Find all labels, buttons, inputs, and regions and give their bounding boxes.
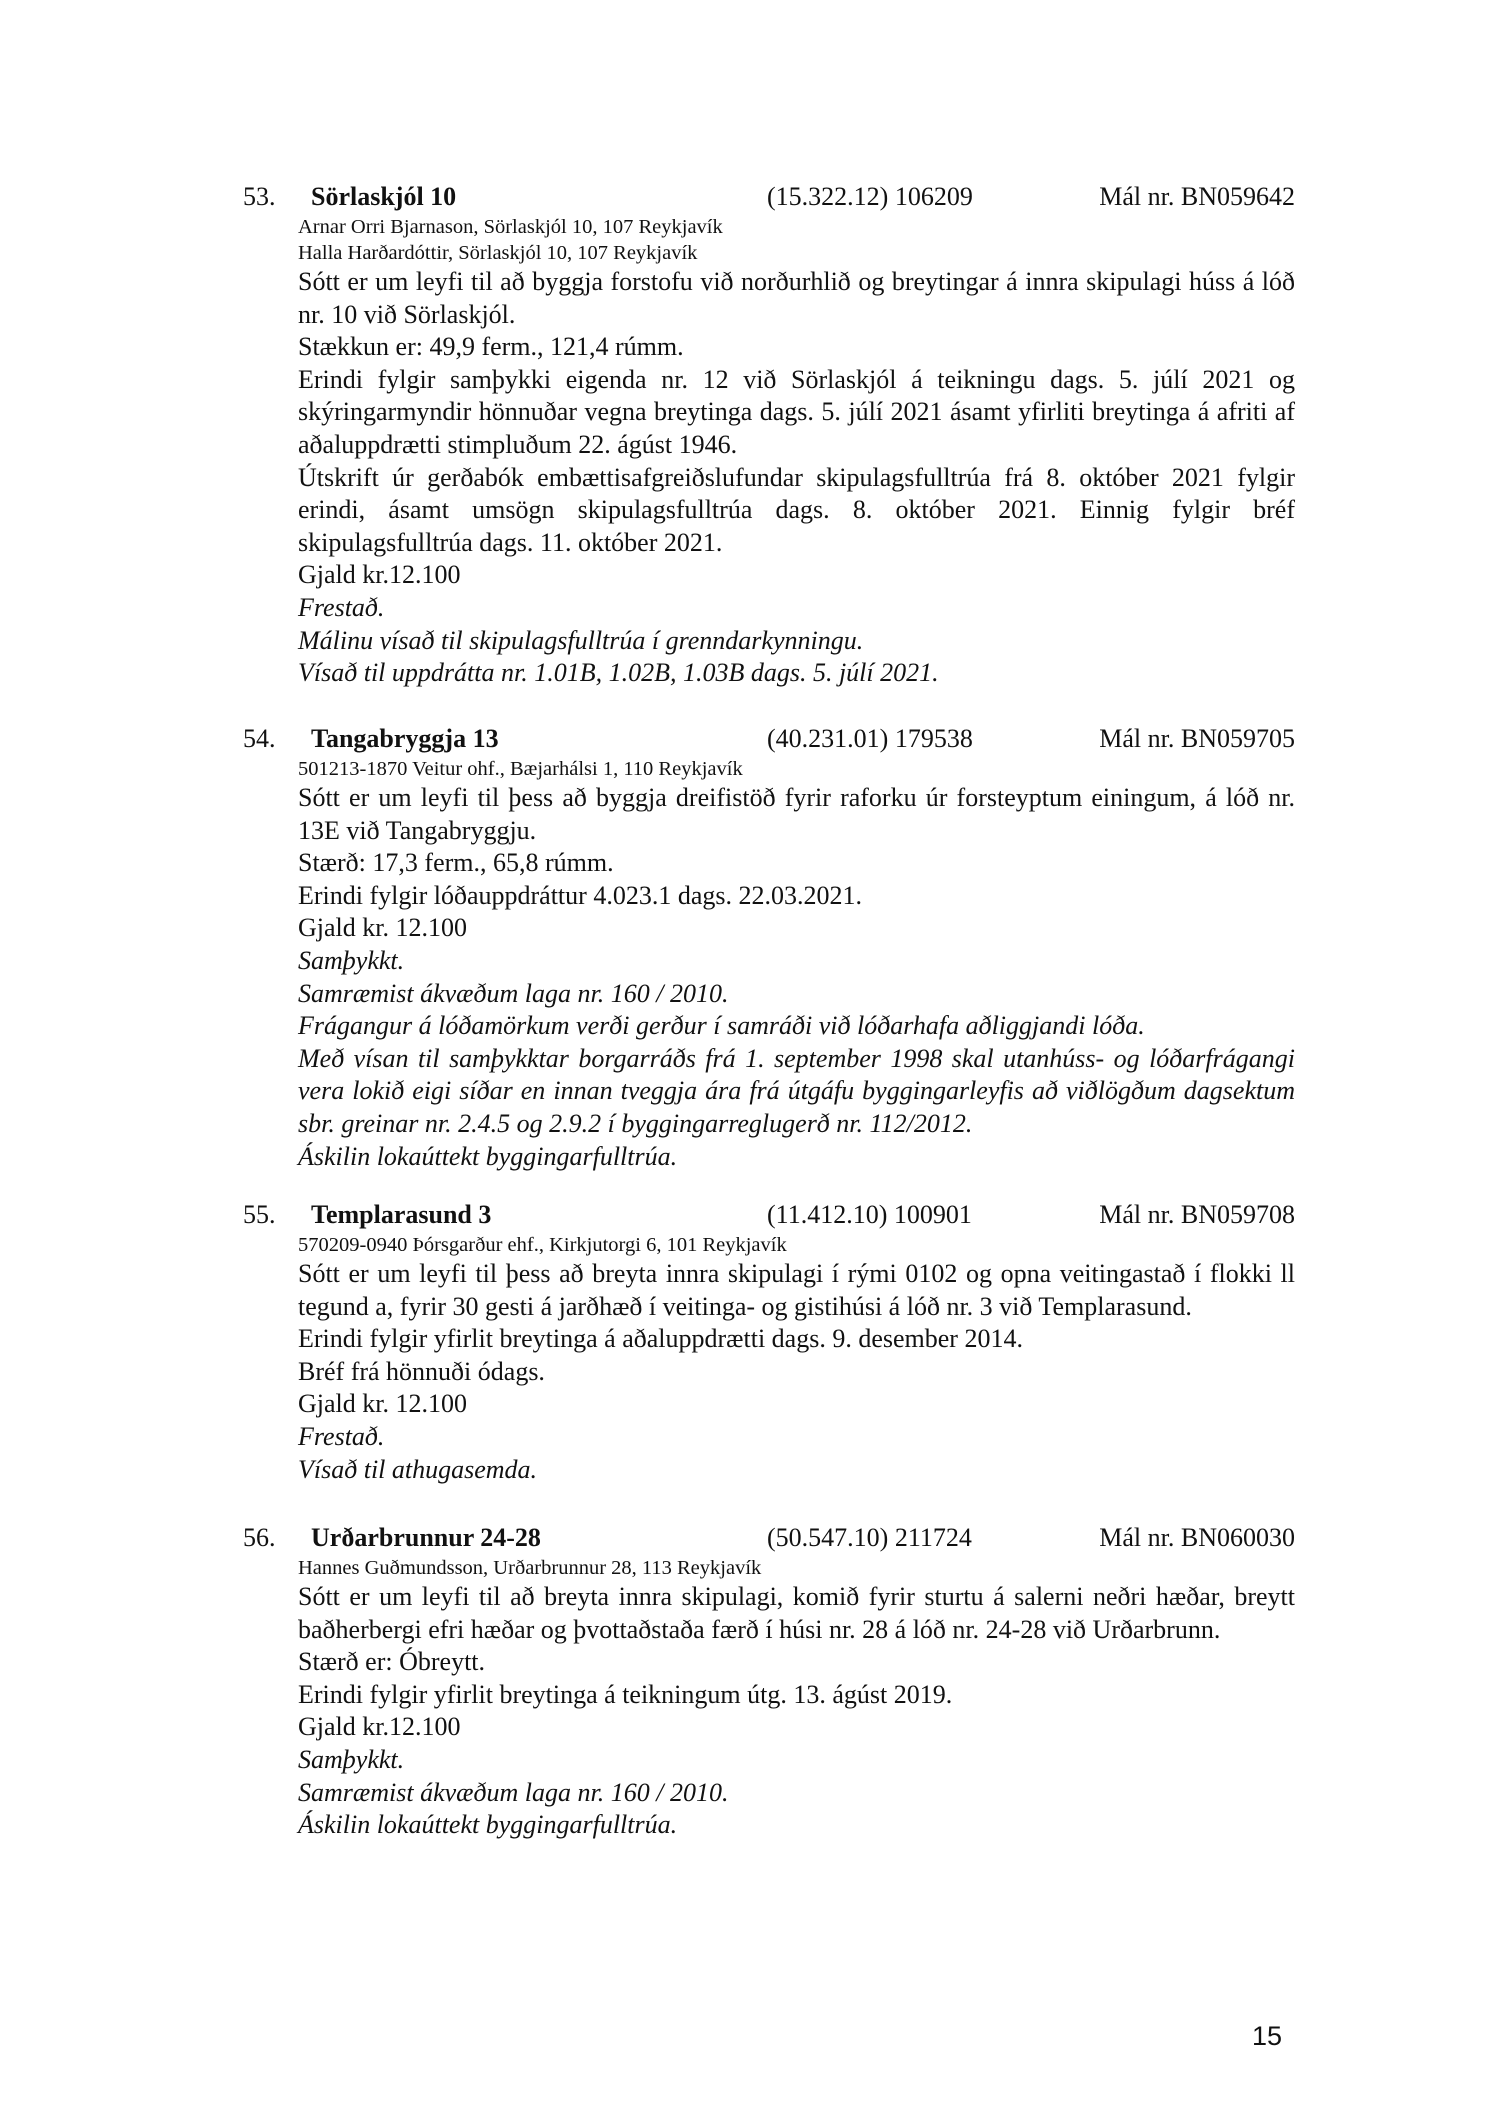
entry-body <box>298 1555 1295 1842</box>
entry-paragraph: Erindi fylgir lóðauppdráttur 4.023.1 dags. 22.03.2021. <box>298 880 862 910</box>
entry-header <box>243 1521 1295 1555</box>
entry-decision-note: Með vísan til samþykktar borgarráðs frá 1. september 1998 skal utanhúss- og lóðarfrágangi vera lokið eigi síðar en innan tveggja ára frá útgáfu byggingarleyfis að viðlögðum dagsektum sbr. greinar nr. 2.4.5 og 2.9.2 í byggingarreglugerð nr. 112/2012. <box>298 1043 1295 1138</box>
applicant: Halla Harðardóttir, Sörlaskjól 10, 107 Reykjavík <box>298 242 698 264</box>
entry-paragraph: Stærð: 17,3 ferm., 65,8 rúmm. <box>298 848 614 878</box>
entry-address: Tangabryggja 13 <box>311 724 499 753</box>
entry-land-reference: (40.231.01) 179538 <box>767 724 973 753</box>
entry-body <box>298 1232 1295 1486</box>
applicant: 570209-0940 Þórsgarður ehf., Kirkjutorgi 6, 101 Reykjavík <box>298 1234 787 1256</box>
entry-land-reference: (11.412.10) 100901 <box>767 1200 972 1229</box>
entry-header <box>243 180 1295 214</box>
applicant: Hannes Guðmundsson, Urðarbrunnur 28, 113 Reykjavík <box>298 1557 762 1579</box>
entry-decision-note: Samræmist ákvæðum laga nr. 160 / 2010. <box>298 1777 729 1807</box>
entry-paragraph: Sótt er um leyfi til þess að breyta innra skipulagi í rými 0102 og opna veitingastað í flokki ll tegund a, fyrir 30 gesti á jarðhæð í veitinga- og gistihúsi á lóð nr. 3 við Templarasund. <box>298 1259 1295 1321</box>
case-entry <box>243 180 1295 690</box>
entry-address: Sörlaskjól 10 <box>311 182 457 211</box>
entry-paragraph: Stærð er: Óbreytt. <box>298 1647 486 1677</box>
entry-case-number: Mál nr. BN059705 <box>1099 724 1295 753</box>
entry-paragraph: Erindi fylgir yfirlit breytinga á teikningum útg. 13. ágúst 2019. <box>298 1679 953 1709</box>
entry-land-reference: (50.547.10) 211724 <box>767 1523 972 1552</box>
entry-decision-note: Vísað til athugasemda. <box>298 1454 538 1484</box>
entry-number: 54. <box>243 724 276 753</box>
entry-paragraph: Útskrift úr gerðabók embættisafgreiðslufundar skipulagsfulltrúa frá 8. október 2021 fylgir erindi, ásamt umsögn skipulagsfulltrúa dags. 8. október 2021. Einnig fylgir bréf skipulagsfulltrúa dags. 11. október 2021. <box>298 462 1295 557</box>
case-entry <box>243 722 1295 1173</box>
entry-paragraph: Erindi fylgir samþykki eigenda nr. 12 við Sörlaskjól á teikningu dags. 5. júlí 2021 og skýringarmyndir hönnuðar vegna breytinga dags. 5. júlí 2021 ásamt yfirliti breytinga á afriti af aðaluppdrætti stimpluðum 22. ágúst 1946. <box>298 364 1295 459</box>
applicant: 501213-1870 Veitur ohf., Bæjarhálsi 1, 110 Reykjavík <box>298 758 743 780</box>
entry-body <box>298 214 1295 690</box>
entry-decision-note: Frágangur á lóðamörkum verði gerður í samráði við lóðarhafa aðliggjandi lóða. <box>298 1011 1145 1041</box>
entry-fee: Gjald kr. 12.100 <box>298 1389 467 1419</box>
case-entry <box>243 1521 1295 1842</box>
page-number: 15 <box>1252 2021 1283 2051</box>
entry-decision-note: Samræmist ákvæðum laga nr. 160 / 2010. <box>298 978 729 1008</box>
entry-land-reference: (15.322.12) 106209 <box>767 182 973 211</box>
entry-header <box>243 1198 1295 1232</box>
entry-paragraph: Sótt er um leyfi til að byggja forstofu við norðurhlið og breytingar á innra skipulagi húss á lóð nr. 10 við Sörlaskjól. <box>298 267 1295 329</box>
entry-paragraph: Sótt er um leyfi til að breyta innra skipulagi, komið fyrir sturtu á salerni neðri hæðar, breytt baðherbergi efri hæðar og þvottaðstaða færð í húsi nr. 28 á lóð nr. 24-28 við Urðarbrunn. <box>298 1582 1295 1644</box>
entry-decision-note: Vísað til uppdrátta nr. 1.01B, 1.02B, 1.03B dags. 5. júlí 2021. <box>298 658 939 688</box>
entry-decision: Frestað. <box>298 1421 385 1451</box>
entry-decision: Frestað. <box>298 592 385 622</box>
entry-paragraph: Erindi fylgir yfirlit breytinga á aðaluppdrætti dags. 9. desember 2014. <box>298 1324 1023 1354</box>
entry-address: Templarasund 3 <box>311 1200 492 1229</box>
entry-paragraph: Bréf frá hönnuði ódags. <box>298 1356 545 1386</box>
entry-number: 56. <box>243 1523 276 1552</box>
entry-paragraph: Stækkun er: 49,9 ferm., 121,4 rúmm. <box>298 332 684 362</box>
entry-fee: Gjald kr.12.100 <box>298 560 461 590</box>
entry-number: 53. <box>243 182 276 211</box>
applicant: Arnar Orri Bjarnason, Sörlaskjól 10, 107 Reykjavík <box>298 216 723 238</box>
entry-body <box>298 756 1295 1173</box>
entry-case-number: Mál nr. BN059708 <box>1099 1200 1295 1229</box>
case-entry <box>243 1198 1295 1486</box>
entry-header <box>243 722 1295 756</box>
entry-number: 55. <box>243 1200 276 1229</box>
entry-decision-note: Áskilin lokaúttekt byggingarfulltrúa. <box>298 1810 678 1840</box>
entry-decision: Samþykkt. <box>298 945 405 975</box>
entry-fee: Gjald kr.12.100 <box>298 1712 461 1742</box>
entry-decision: Samþykkt. <box>298 1744 405 1774</box>
entry-decision-note: Málinu vísað til skipulagsfulltrúa í grenndarkynningu. <box>298 625 864 655</box>
entry-decision-note: Áskilin lokaúttekt byggingarfulltrúa. <box>298 1141 678 1171</box>
entry-address: Urðarbrunnur 24-28 <box>311 1523 541 1552</box>
entry-paragraph: Sótt er um leyfi til þess að byggja dreifistöð fyrir raforku úr forsteyptum einingum, á lóð nr. 13E við Tangabryggju. <box>298 783 1295 845</box>
entry-fee: Gjald kr. 12.100 <box>298 913 467 943</box>
entry-case-number: Mál nr. BN060030 <box>1099 1523 1295 1552</box>
entry-case-number: Mál nr. BN059642 <box>1099 182 1295 211</box>
